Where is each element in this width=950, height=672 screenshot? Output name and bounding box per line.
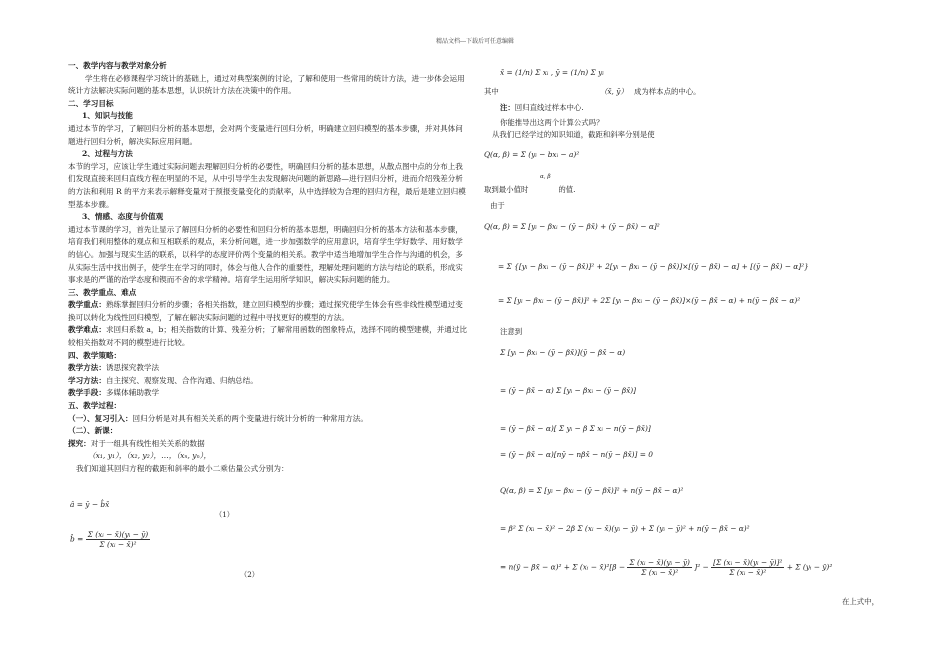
q-result-3-part-a: = n(ȳ − βx̄ − α)² + Σ (xᵢ − x̄)²[β −: [500, 562, 626, 572]
sample-center: （x̄, ȳ）: [600, 87, 628, 96]
review-intro-label: （一）、复习引入：: [68, 413, 133, 423]
q-result-3-part-c: + Σ (yᵢ − ȳ)²: [786, 562, 833, 572]
explore-line: [68, 438, 468, 451]
q-function: Q(α, β) = Σ (yᵢ − bxᵢ − a)²: [484, 150, 580, 159]
slope-numerator: Σ (xᵢ − x̄)(yᵢ − ȳ): [87, 530, 149, 539]
section-2-3-title: 3、情感、态度与价值观: [82, 212, 164, 222]
q-result-2: = β² Σ (xᵢ − x̄)² − 2β Σ (xᵢ − x̄)(yᵢ − ȳ) + Σ (yᵢ − ȳ)² + n(ȳ − βx̄ − α)²: [500, 524, 750, 533]
review-intro-text: 回归分析是对具有相关关系的两个变量进行统计分析的一种常用方法。: [132, 413, 368, 423]
teaching-method-label: 教学方法：: [68, 363, 106, 373]
q-result-3-num: Σ (xᵢ − x̄)(yᵢ − ȳ): [629, 558, 690, 567]
left-column: [68, 60, 468, 476]
min-value-label: 取到最小值时: [484, 185, 529, 194]
new-lesson-label: （二）、新课：: [68, 426, 118, 436]
teaching-method: [68, 362, 468, 375]
difficult-points: [68, 324, 468, 349]
q-result-3-den: Σ (xᵢ − x̄)²: [641, 568, 679, 577]
key-points: [68, 299, 468, 324]
note: [500, 102, 584, 113]
equation-2-tag: （2）: [240, 570, 259, 579]
min-value-end: 的值.: [558, 185, 576, 194]
notice-line-1: Σ [yᵢ − βxᵢ − (ȳ − βx̄)](ȳ − βx̄ − α): [500, 348, 626, 357]
page-header: 精品文档---下载后可任意编辑: [435, 38, 515, 45]
in-above-text: 在上式中，: [842, 597, 879, 606]
key-points-text: 熟练掌握回归分析的步骤；各相关指数，建立回归模型的步骤；通过探究使学生体会有些非线性模型通过变换可以转化为线性回归模型，了解在解决实际问题的过程中寻找更好的模型的方法。: [68, 300, 463, 322]
learning-method-text: 自主探究、观察发现、合作沟通、归纳总结。: [105, 375, 258, 385]
notice-line-4: = (ȳ − βx̄ − α)[nȳ − nβx̄ − n(ȳ − βx̄)] = 0: [500, 450, 654, 459]
review-intro: [68, 413, 468, 426]
note-label: 注：: [500, 103, 515, 112]
q-result-3-den2: Σ (xᵢ − x̄)²: [729, 568, 767, 577]
min-value-text: [484, 184, 576, 195]
section-5-title: 五、教学过程：: [68, 401, 122, 411]
section-3-title: 三、教学重点、难点: [68, 287, 137, 297]
q-result-3: [500, 558, 832, 577]
teaching-method-text: 诱思探究教学法: [105, 363, 160, 373]
slope-denominator: Σ (xᵢ − x̄)²: [99, 540, 137, 549]
section-1-title: 一、教学内容与教学对象分析: [68, 61, 167, 70]
alpha-beta: α, β: [540, 174, 551, 180]
q-expand-2: = Σ {[yᵢ − βxᵢ − (ȳ − βx̄)]² + 2[yᵢ − βxᵢ − (ȳ − βx̄)]×[(ȳ − βx̄) − α] + [(ȳ − βx̄) − α]²}: [498, 262, 809, 271]
note-text: 回归直线过样本中心.: [514, 103, 584, 112]
section-4-title: 四、教学策略：: [68, 350, 122, 360]
teaching-means: [68, 387, 468, 400]
notice-label: 注意到: [500, 327, 523, 336]
means-formula: x̄ = (1/n) Σ xᵢ , ȳ = (1/n) Σ yᵢ: [500, 68, 604, 77]
learning-method: [68, 375, 468, 388]
notice-line-3: = (ȳ − βx̄ − α)[ Σ yᵢ − β Σ xᵢ − n(ȳ − βx̄)]: [500, 424, 651, 433]
equation-1-tag: （1）: [215, 510, 234, 519]
learning-method-label: 学习方法：: [68, 375, 106, 385]
explore-text: 对于一组具有线性相关关系的数据: [90, 438, 205, 448]
section-2-2-title: 2、过程与方法: [82, 149, 133, 159]
q-result-3-part-b: ]² −: [694, 562, 709, 572]
because-label: 由于: [490, 201, 505, 210]
intercept-formula: â = ȳ − b̂x̄: [70, 500, 110, 509]
question-context: 从我们已经学过的知识知道，截距和斜率分别是使: [492, 130, 655, 139]
least-squares-intro: 我们知道其回归方程的截距和斜率的最小二乘估量公式分别为：: [76, 464, 289, 473]
section-1-body: 学生将在必修课程学习统计的基础上，通过对典型案例的讨论，了解和使用一些常用的统计方法，进一步体会运用统计方法解决实际问题的基本思想，认识统计方法在决策中的作用。: [68, 73, 465, 96]
section-2-1-body: 通过本节的学习，了解回归分析的基本思想，会对两个变量进行回归分析，明确建立回归模型的基本步骤，并对具体问题进行回归分析，解决实际应用问题。: [68, 123, 463, 146]
teaching-means-text: 多媒体辅助教学: [105, 388, 160, 398]
difficult-points-text: 求回归系数 a，b；相关指数的计算、残差分析；了解常用函数的图象特点，选择不同的模型建模，并通过比较相关指数对不同的模型进行比较。: [68, 325, 468, 348]
section-2-title: 二、学习目标: [68, 98, 114, 108]
section-2-3-body: 通过本节课的学习，首先让显示了解回归分析的必要性和回归分析的基本思想，明确回归分析的基本方法和基本步骤，培育我们利用整体的观点和互相联系的观点，来分析问题，进一步加强数学的应用意识，培育学生学好数学、用好数学的信心。加强与现实生活的联系，以科学的态度评价两个变量的相关系。教学中适当地增加学生合作与沟通的机会，多从实际生活中找出例子，使学生在学习的同时，体会与他人合作的重要性，理解处理问题的方法与结论的联系，形成实事求是的严谨的治学态度和锲而不舍的求学精神。培育学生运用所学知识，解决实际问题的能力。: [68, 224, 463, 285]
key-points-label: 教学重点：: [68, 300, 106, 310]
q-expand-3: = Σ [yᵢ − βxᵢ − (ȳ − βx̄)]² + 2Σ [yᵢ − βxᵢ − (ȳ − βx̄)]×(ȳ − βx̄ − α) + n(ȳ − βx̄ − α)²: [498, 296, 801, 305]
notice-line-2: = (ȳ − βx̄ − α) Σ [yᵢ − βxᵢ − (ȳ − βx̄)]: [500, 386, 637, 395]
data-points: （x₁, y₁），（x₂, y₂），…，（xₙ, yₙ），: [88, 451, 212, 461]
where-label: 其中: [484, 87, 499, 96]
slope-formula: b̂ = $\frac{\text{Σ (xᵢ − x̄)(yᵢ − ȳ)}}{\text{Σ (xᵢ − x̄)²}}$: [70, 530, 149, 549]
question-derive: 你能推导出这两个计算公式吗？: [500, 118, 604, 127]
q-expand-1: Q(α, β) = Σ [yᵢ − βxᵢ − (ȳ − βx̄) + (ȳ − βx̄) − α]²: [484, 222, 660, 231]
section-2-2-body: 本节的学习，应该让学生通过实际问题去理解回归分析的必要性，明确回归分析的基本思想，从散点图中点的分布上我们发现直接来回归直线方程在明显的不足，从中引导学生去发现解决问题的新思路—进行回归分析，进而介绍残差分析的方法和利用 R 的平方来表示解释变量对于预报变量变化的贡献率，从中选择较为合理的回归方程，最后是建立回归模型基本步骤。: [68, 161, 466, 209]
section-2-1-title: 1、知识与技能: [82, 111, 133, 121]
sample-center-text: 成为样本点的中心。: [634, 87, 701, 96]
teaching-means-label: 教学手段：: [68, 388, 106, 398]
q-result-3-num2: [Σ (xᵢ − x̄)(yᵢ − ȳ)]²: [713, 558, 783, 567]
explore-label: 探究：: [68, 438, 91, 448]
difficult-points-label: 教学难点：: [68, 325, 106, 335]
q-result-1: Q(α, β) = Σ [yᵢ − βxᵢ − (ȳ − βx̄)]² + n(ȳ − βx̄ − α)²: [500, 486, 684, 495]
